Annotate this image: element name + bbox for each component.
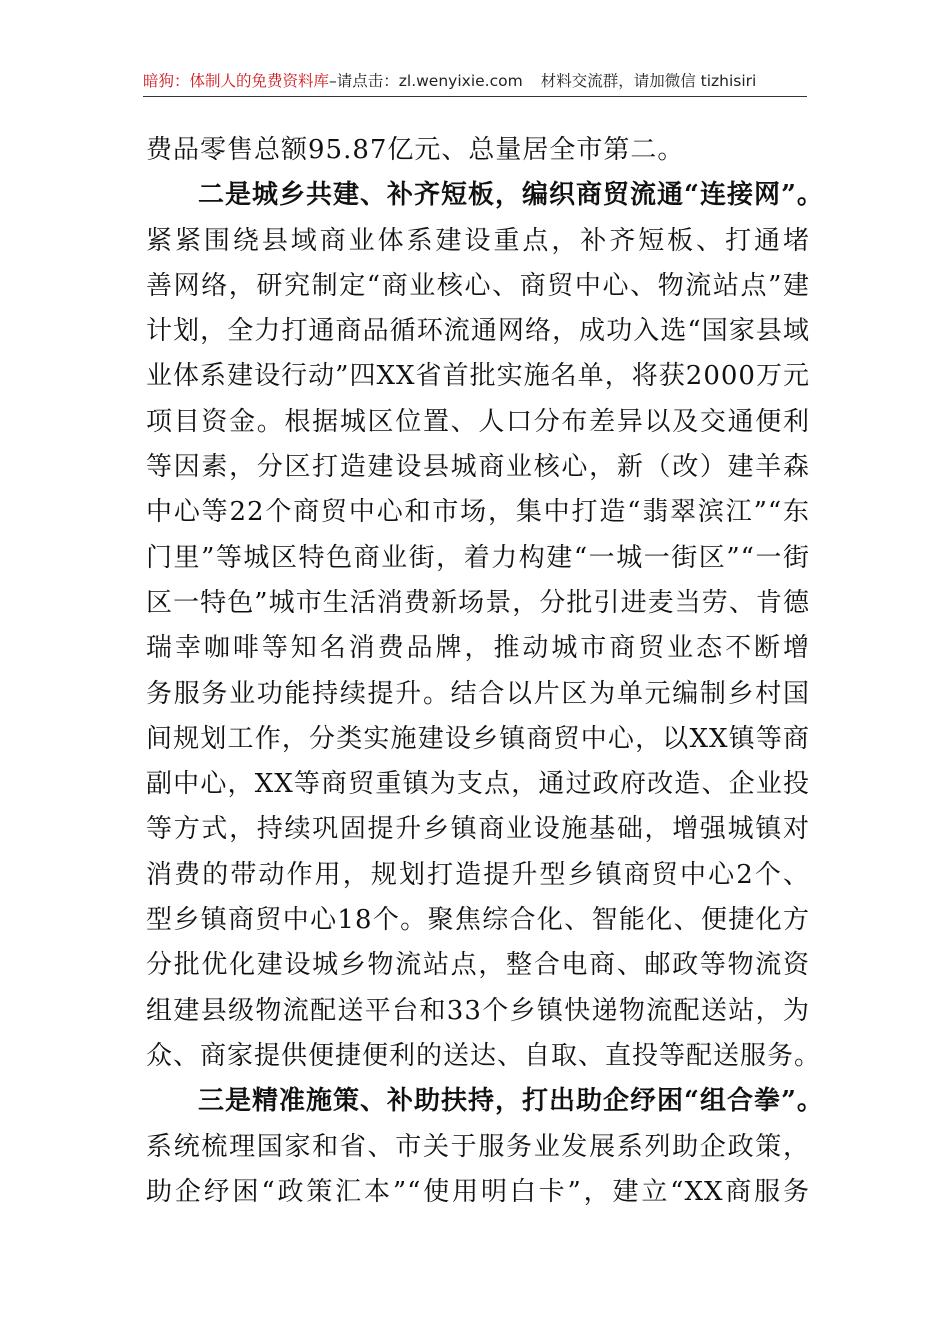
body-line: 系统梳理国家和省、市关于服务业发展系列助企政策， xyxy=(146,1131,810,1162)
body-line: 分批优化建设城乡物流站点，整合电商、邮政等物流资 xyxy=(146,950,810,981)
header-wechat-note: 材料交流群，请加微信 tizhisiri xyxy=(540,72,757,90)
header-site-name: 暗狗：体制人的免费资料库 xyxy=(143,72,330,90)
body-line: 等方式，持续巩固提升乡镇商业设施基础，增强城镇对 xyxy=(146,814,810,845)
body-line: 善网络，研究制定“商业核心、商贸中心、物流站点”建 xyxy=(146,270,810,301)
body-line: 区一特色”城市生活消费新场景，分批引进麦当劳、肯德 xyxy=(146,587,810,618)
body-line: 众、商家提供便捷便利的送达、自取、直投等配送服务。 xyxy=(146,1040,822,1071)
page-header xyxy=(143,66,807,96)
body-line: 费品零售总额95.87亿元、总量居全市第二。 xyxy=(146,135,685,165)
document-body xyxy=(146,128,824,1215)
body-line: 等因素，分区打造建设县城商业核心，新（改）建羊森 xyxy=(146,452,810,483)
body-line: 业体系建设行动”四XX省首批实施名单，将获2000万元 xyxy=(146,361,810,392)
body-line: 助企纾困“政策汇本”“使用明白卡”，建立“XX商服务 xyxy=(146,1176,810,1207)
body-line: 消费的带动作用，规划打造提升型乡镇商贸中心2个、 xyxy=(146,859,810,890)
section-heading-3: 三是精准施策、补助扶持，打出助企纾困“组合拳”。 xyxy=(198,1086,824,1117)
body-line: 项目资金。根据城区位置、人口分布差异以及交通便利 xyxy=(146,406,810,437)
body-line: 组建县级物流配送平台和33个乡镇快递物流配送站，为 xyxy=(146,995,810,1026)
body-line: 门里”等城区特色商业街，着力构建“一城一街区”“一街 xyxy=(146,542,810,573)
body-line: 型乡镇商贸中心18个。聚焦综合化、智能化、便捷化方 xyxy=(146,905,810,936)
body-line: 瑞幸咖啡等知名消费品牌，推动城市商贸业态不断增 xyxy=(146,633,810,664)
body-line: 紧紧围绕县域商业体系建设重点，补齐短板、打通堵 xyxy=(146,225,810,256)
section-heading-2: 二是城乡共建、补齐短板，编织商贸流通“连接网”。 xyxy=(198,180,824,211)
body-line: 务服务业功能持续提升。结合以片区为单元编制乡村国 xyxy=(146,678,810,709)
header-link-text[interactable]: –请点击：zl.wenyixie.com xyxy=(329,72,523,90)
header-divider xyxy=(143,96,807,97)
body-line: 副中心，XX等商贸重镇为支点，通过政府改造、企业投 xyxy=(146,769,810,800)
body-line: 间规划工作，分类实施建设乡镇商贸中心，以XX镇等商 xyxy=(146,723,810,754)
body-line: 中心等22个商贸中心和市场，集中打造“翡翠滨江”“东 xyxy=(146,497,810,528)
body-line: 计划，全力打通商品循环流通网络，成功入选“国家县域 xyxy=(146,316,810,347)
